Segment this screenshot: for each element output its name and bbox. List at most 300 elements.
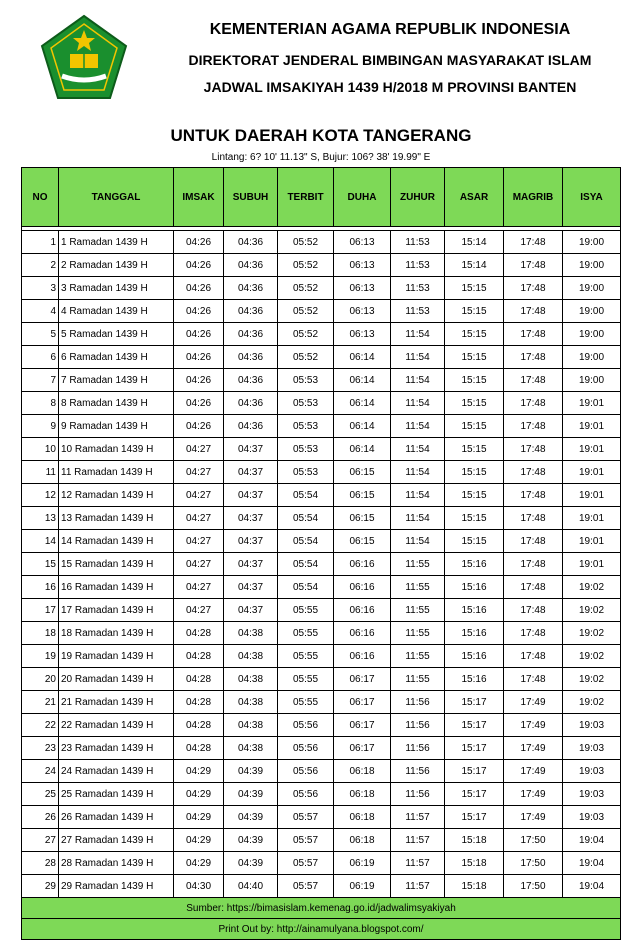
table-row [22, 553, 621, 576]
cell-terbit: 05:56 [278, 760, 334, 783]
cell-no: 18 [22, 622, 59, 645]
cell-zuhur: 11:53 [391, 231, 445, 254]
column-header-magrib: MAGRIB [504, 168, 563, 227]
cell-duha: 06:13 [334, 323, 391, 346]
cell-asar: 15:15 [445, 392, 504, 415]
cell-no: 28 [22, 852, 59, 875]
cell-terbit: 05:53 [278, 392, 334, 415]
cell-isya: 19:02 [563, 668, 621, 691]
cell-tanggal: 1 Ramadan 1439 H [59, 231, 174, 254]
cell-no: 22 [22, 714, 59, 737]
cell-terbit: 05:52 [278, 277, 334, 300]
cell-tanggal: 26 Ramadan 1439 H [59, 806, 174, 829]
cell-subuh: 04:37 [224, 461, 278, 484]
cell-terbit: 05:57 [278, 852, 334, 875]
cell-tanggal: 21 Ramadan 1439 H [59, 691, 174, 714]
column-header-tanggal: TANGGAL [59, 168, 174, 227]
cell-imsak: 04:27 [174, 599, 224, 622]
cell-zuhur: 11:53 [391, 300, 445, 323]
cell-imsak: 04:26 [174, 415, 224, 438]
column-header-asar: ASAR [445, 168, 504, 227]
cell-duha: 06:16 [334, 645, 391, 668]
cell-zuhur: 11:53 [391, 254, 445, 277]
cell-asar: 15:15 [445, 300, 504, 323]
cell-isya: 19:00 [563, 346, 621, 369]
cell-zuhur: 11:56 [391, 691, 445, 714]
cell-isya: 19:02 [563, 622, 621, 645]
column-header-duha: DUHA [334, 168, 391, 227]
table-row [22, 714, 621, 737]
cell-subuh: 04:40 [224, 875, 278, 898]
cell-subuh: 04:38 [224, 668, 278, 691]
coordinates: Lintang: 6? 10' 11.13" S, Bujur: 106? 38' 19.99" E [211, 152, 431, 163]
cell-isya: 19:04 [563, 852, 621, 875]
cell-subuh: 04:36 [224, 392, 278, 415]
cell-zuhur: 11:54 [391, 484, 445, 507]
cell-tanggal: 20 Ramadan 1439 H [59, 668, 174, 691]
cell-asar: 15:17 [445, 783, 504, 806]
cell-zuhur: 11:55 [391, 645, 445, 668]
cell-no: 19 [22, 645, 59, 668]
cell-tanggal: 27 Ramadan 1439 H [59, 829, 174, 852]
cell-isya: 19:04 [563, 875, 621, 898]
cell-imsak: 04:30 [174, 875, 224, 898]
cell-tanggal: 19 Ramadan 1439 H [59, 645, 174, 668]
table-row [22, 369, 621, 392]
cell-duha: 06:17 [334, 737, 391, 760]
cell-magrib: 17:48 [504, 622, 563, 645]
table-row [22, 300, 621, 323]
cell-duha: 06:14 [334, 369, 391, 392]
cell-terbit: 05:52 [278, 346, 334, 369]
cell-asar: 15:15 [445, 507, 504, 530]
cell-zuhur: 11:53 [391, 277, 445, 300]
cell-no: 15 [22, 553, 59, 576]
cell-isya: 19:01 [563, 415, 621, 438]
cell-no: 27 [22, 829, 59, 852]
cell-zuhur: 11:54 [391, 323, 445, 346]
table-row [22, 277, 621, 300]
cell-terbit: 05:53 [278, 415, 334, 438]
cell-zuhur: 11:56 [391, 737, 445, 760]
cell-terbit: 05:55 [278, 622, 334, 645]
cell-no: 20 [22, 668, 59, 691]
cell-asar: 15:15 [445, 530, 504, 553]
cell-zuhur: 11:55 [391, 599, 445, 622]
cell-terbit: 05:56 [278, 737, 334, 760]
cell-asar: 15:15 [445, 346, 504, 369]
cell-isya: 19:02 [563, 645, 621, 668]
cell-zuhur: 11:54 [391, 507, 445, 530]
column-header-terbit: TERBIT [278, 168, 334, 227]
table-row [22, 346, 621, 369]
cell-imsak: 04:26 [174, 277, 224, 300]
cell-no: 11 [22, 461, 59, 484]
cell-magrib: 17:48 [504, 530, 563, 553]
cell-tanggal: 11 Ramadan 1439 H [59, 461, 174, 484]
column-header-no: NO [22, 168, 59, 227]
cell-asar: 15:16 [445, 599, 504, 622]
cell-no: 23 [22, 737, 59, 760]
cell-zuhur: 11:54 [391, 415, 445, 438]
cell-duha: 06:14 [334, 415, 391, 438]
cell-terbit: 05:57 [278, 829, 334, 852]
cell-zuhur: 11:56 [391, 760, 445, 783]
cell-no: 10 [22, 438, 59, 461]
cell-terbit: 05:54 [278, 553, 334, 576]
column-header-isya: ISYA [563, 168, 621, 227]
cell-asar: 15:15 [445, 323, 504, 346]
cell-terbit: 05:55 [278, 599, 334, 622]
cell-tanggal: 15 Ramadan 1439 H [59, 553, 174, 576]
cell-no: 9 [22, 415, 59, 438]
cell-imsak: 04:29 [174, 806, 224, 829]
table-row [22, 783, 621, 806]
cell-no: 8 [22, 392, 59, 415]
table-row [22, 875, 621, 898]
cell-zuhur: 11:57 [391, 806, 445, 829]
cell-magrib: 17:48 [504, 300, 563, 323]
cell-duha: 06:17 [334, 691, 391, 714]
cell-isya: 19:01 [563, 392, 621, 415]
cell-duha: 06:14 [334, 438, 391, 461]
cell-isya: 19:02 [563, 691, 621, 714]
cell-isya: 19:00 [563, 254, 621, 277]
cell-tanggal: 25 Ramadan 1439 H [59, 783, 174, 806]
kemenag-logo [40, 14, 128, 100]
cell-zuhur: 11:57 [391, 852, 445, 875]
cell-zuhur: 11:57 [391, 829, 445, 852]
cell-subuh: 04:36 [224, 323, 278, 346]
cell-terbit: 05:53 [278, 369, 334, 392]
cell-terbit: 05:55 [278, 645, 334, 668]
cell-duha: 06:17 [334, 668, 391, 691]
cell-terbit: 05:56 [278, 714, 334, 737]
cell-zuhur: 11:55 [391, 622, 445, 645]
cell-isya: 19:01 [563, 438, 621, 461]
table-header-row [22, 168, 621, 227]
cell-subuh: 04:37 [224, 576, 278, 599]
cell-tanggal: 12 Ramadan 1439 H [59, 484, 174, 507]
cell-terbit: 05:52 [278, 254, 334, 277]
cell-tanggal: 10 Ramadan 1439 H [59, 438, 174, 461]
cell-terbit: 05:52 [278, 300, 334, 323]
cell-magrib: 17:50 [504, 829, 563, 852]
cell-terbit: 05:56 [278, 783, 334, 806]
table-row [22, 507, 621, 530]
cell-magrib: 17:48 [504, 599, 563, 622]
cell-duha: 06:18 [334, 760, 391, 783]
cell-asar: 15:16 [445, 553, 504, 576]
cell-magrib: 17:48 [504, 484, 563, 507]
cell-magrib: 17:48 [504, 415, 563, 438]
table-row [22, 461, 621, 484]
cell-no: 3 [22, 277, 59, 300]
cell-isya: 19:03 [563, 783, 621, 806]
cell-tanggal: 3 Ramadan 1439 H [59, 277, 174, 300]
table-row [22, 760, 621, 783]
cell-duha: 06:15 [334, 507, 391, 530]
cell-magrib: 17:48 [504, 553, 563, 576]
ministry-title: KEMENTERIAN AGAMA REPUBLIK INDONESIA [209, 21, 571, 38]
table-row [22, 737, 621, 760]
cell-duha: 06:15 [334, 530, 391, 553]
cell-magrib: 17:48 [504, 346, 563, 369]
cell-isya: 19:01 [563, 461, 621, 484]
cell-imsak: 04:26 [174, 254, 224, 277]
cell-subuh: 04:37 [224, 530, 278, 553]
cell-duha: 06:15 [334, 461, 391, 484]
cell-tanggal: 5 Ramadan 1439 H [59, 323, 174, 346]
cell-asar: 15:15 [445, 277, 504, 300]
cell-no: 24 [22, 760, 59, 783]
cell-subuh: 04:38 [224, 645, 278, 668]
cell-isya: 19:03 [563, 737, 621, 760]
cell-duha: 06:16 [334, 576, 391, 599]
cell-asar: 15:15 [445, 484, 504, 507]
cell-duha: 06:19 [334, 875, 391, 898]
cell-zuhur: 11:54 [391, 530, 445, 553]
cell-imsak: 04:27 [174, 507, 224, 530]
cell-subuh: 04:36 [224, 254, 278, 277]
cell-duha: 06:17 [334, 714, 391, 737]
cell-isya: 19:01 [563, 553, 621, 576]
cell-isya: 19:00 [563, 323, 621, 346]
cell-no: 7 [22, 369, 59, 392]
printout-note: Print Out by: http://ainamulyana.blogspot.com/ [22, 919, 621, 940]
cell-imsak: 04:26 [174, 346, 224, 369]
cell-asar: 15:18 [445, 829, 504, 852]
cell-asar: 15:16 [445, 645, 504, 668]
cell-terbit: 05:54 [278, 576, 334, 599]
cell-asar: 15:17 [445, 760, 504, 783]
cell-subuh: 04:36 [224, 369, 278, 392]
cell-tanggal: 8 Ramadan 1439 H [59, 392, 174, 415]
cell-imsak: 04:28 [174, 714, 224, 737]
cell-no: 13 [22, 507, 59, 530]
cell-zuhur: 11:55 [391, 576, 445, 599]
cell-tanggal: 14 Ramadan 1439 H [59, 530, 174, 553]
cell-asar: 15:17 [445, 691, 504, 714]
cell-no: 6 [22, 346, 59, 369]
cell-duha: 06:13 [334, 277, 391, 300]
cell-duha: 06:19 [334, 852, 391, 875]
cell-duha: 06:13 [334, 231, 391, 254]
table-row [22, 323, 621, 346]
cell-no: 17 [22, 599, 59, 622]
cell-imsak: 04:28 [174, 622, 224, 645]
cell-terbit: 05:57 [278, 875, 334, 898]
table-row [22, 392, 621, 415]
cell-duha: 06:13 [334, 300, 391, 323]
cell-tanggal: 9 Ramadan 1439 H [59, 415, 174, 438]
cell-zuhur: 11:54 [391, 346, 445, 369]
cell-duha: 06:14 [334, 392, 391, 415]
cell-terbit: 05:55 [278, 668, 334, 691]
cell-isya: 19:02 [563, 576, 621, 599]
table-row [22, 668, 621, 691]
table-row [22, 829, 621, 852]
cell-asar: 15:17 [445, 737, 504, 760]
cell-imsak: 04:29 [174, 852, 224, 875]
table-row [22, 415, 621, 438]
cell-terbit: 05:53 [278, 461, 334, 484]
cell-isya: 19:00 [563, 300, 621, 323]
table-row [22, 484, 621, 507]
cell-imsak: 04:27 [174, 576, 224, 599]
cell-magrib: 17:48 [504, 668, 563, 691]
cell-no: 2 [22, 254, 59, 277]
cell-imsak: 04:26 [174, 300, 224, 323]
cell-terbit: 05:53 [278, 438, 334, 461]
cell-magrib: 17:50 [504, 875, 563, 898]
directorate-title: DIREKTORAT JENDERAL BIMBINGAN MASYARAKAT ISLAM [188, 52, 592, 68]
cell-magrib: 17:49 [504, 760, 563, 783]
cell-imsak: 04:27 [174, 484, 224, 507]
cell-no: 26 [22, 806, 59, 829]
cell-imsak: 04:26 [174, 369, 224, 392]
cell-isya: 19:01 [563, 484, 621, 507]
cell-imsak: 04:27 [174, 438, 224, 461]
region-title: UNTUK DAERAH KOTA TANGERANG [170, 126, 472, 145]
cell-tanggal: 22 Ramadan 1439 H [59, 714, 174, 737]
cell-subuh: 04:38 [224, 622, 278, 645]
table-row [22, 231, 621, 254]
cell-subuh: 04:37 [224, 599, 278, 622]
cell-subuh: 04:39 [224, 783, 278, 806]
cell-isya: 19:00 [563, 277, 621, 300]
table-row [22, 645, 621, 668]
schedule-table [21, 167, 621, 940]
cell-imsak: 04:26 [174, 231, 224, 254]
cell-terbit: 05:54 [278, 484, 334, 507]
cell-zuhur: 11:56 [391, 714, 445, 737]
cell-zuhur: 11:55 [391, 553, 445, 576]
cell-tanggal: 24 Ramadan 1439 H [59, 760, 174, 783]
cell-no: 1 [22, 231, 59, 254]
cell-no: 14 [22, 530, 59, 553]
cell-asar: 15:18 [445, 852, 504, 875]
cell-no: 16 [22, 576, 59, 599]
column-header-subuh: SUBUH [224, 168, 278, 227]
cell-terbit: 05:55 [278, 691, 334, 714]
cell-magrib: 17:48 [504, 277, 563, 300]
cell-subuh: 04:36 [224, 231, 278, 254]
cell-subuh: 04:37 [224, 507, 278, 530]
cell-subuh: 04:37 [224, 438, 278, 461]
cell-duha: 06:16 [334, 622, 391, 645]
table-row [22, 806, 621, 829]
cell-duha: 06:18 [334, 783, 391, 806]
cell-asar: 15:15 [445, 461, 504, 484]
source-note: Sumber: https://bimasislam.kemenag.go.id/jadwalimsyakiyah [22, 898, 621, 919]
cell-asar: 15:16 [445, 622, 504, 645]
cell-magrib: 17:48 [504, 507, 563, 530]
cell-duha: 06:16 [334, 599, 391, 622]
cell-subuh: 04:39 [224, 852, 278, 875]
cell-asar: 15:16 [445, 668, 504, 691]
cell-imsak: 04:27 [174, 530, 224, 553]
cell-magrib: 17:48 [504, 392, 563, 415]
table-row [22, 576, 621, 599]
cell-imsak: 04:28 [174, 691, 224, 714]
schedule-title: JADWAL IMSAKIYAH 1439 H/2018 M PROVINSI BANTEN [203, 79, 577, 95]
cell-asar: 15:17 [445, 806, 504, 829]
cell-imsak: 04:28 [174, 668, 224, 691]
cell-duha: 06:18 [334, 829, 391, 852]
cell-subuh: 04:36 [224, 346, 278, 369]
cell-tanggal: 16 Ramadan 1439 H [59, 576, 174, 599]
cell-tanggal: 29 Ramadan 1439 H [59, 875, 174, 898]
cell-subuh: 04:37 [224, 484, 278, 507]
cell-no: 4 [22, 300, 59, 323]
cell-isya: 19:01 [563, 507, 621, 530]
cell-isya: 19:04 [563, 829, 621, 852]
cell-isya: 19:02 [563, 599, 621, 622]
table-row [22, 438, 621, 461]
cell-subuh: 04:38 [224, 714, 278, 737]
table-row [22, 691, 621, 714]
cell-terbit: 05:54 [278, 530, 334, 553]
cell-zuhur: 11:54 [391, 461, 445, 484]
cell-magrib: 17:48 [504, 254, 563, 277]
cell-subuh: 04:37 [224, 553, 278, 576]
cell-magrib: 17:49 [504, 806, 563, 829]
cell-no: 21 [22, 691, 59, 714]
cell-imsak: 04:29 [174, 783, 224, 806]
cell-tanggal: 7 Ramadan 1439 H [59, 369, 174, 392]
cell-zuhur: 11:54 [391, 369, 445, 392]
cell-subuh: 04:36 [224, 277, 278, 300]
cell-imsak: 04:27 [174, 461, 224, 484]
cell-asar: 15:15 [445, 415, 504, 438]
cell-magrib: 17:49 [504, 714, 563, 737]
cell-magrib: 17:48 [504, 576, 563, 599]
cell-asar: 15:14 [445, 231, 504, 254]
cell-imsak: 04:27 [174, 553, 224, 576]
cell-isya: 19:00 [563, 369, 621, 392]
cell-subuh: 04:36 [224, 300, 278, 323]
table-row [22, 530, 621, 553]
cell-magrib: 17:50 [504, 852, 563, 875]
table-row [22, 254, 621, 277]
cell-terbit: 05:57 [278, 806, 334, 829]
cell-terbit: 05:52 [278, 231, 334, 254]
cell-zuhur: 11:54 [391, 392, 445, 415]
cell-magrib: 17:48 [504, 461, 563, 484]
cell-tanggal: 23 Ramadan 1439 H [59, 737, 174, 760]
cell-isya: 19:03 [563, 806, 621, 829]
cell-asar: 15:15 [445, 438, 504, 461]
cell-magrib: 17:48 [504, 323, 563, 346]
cell-subuh: 04:36 [224, 415, 278, 438]
cell-isya: 19:00 [563, 231, 621, 254]
cell-magrib: 17:48 [504, 231, 563, 254]
cell-magrib: 17:49 [504, 691, 563, 714]
cell-tanggal: 28 Ramadan 1439 H [59, 852, 174, 875]
table-row [22, 599, 621, 622]
cell-imsak: 04:28 [174, 737, 224, 760]
cell-asar: 15:17 [445, 714, 504, 737]
cell-no: 12 [22, 484, 59, 507]
table-row [22, 852, 621, 875]
cell-subuh: 04:39 [224, 829, 278, 852]
cell-duha: 06:15 [334, 484, 391, 507]
cell-magrib: 17:48 [504, 369, 563, 392]
cell-imsak: 04:29 [174, 829, 224, 852]
cell-imsak: 04:26 [174, 323, 224, 346]
cell-tanggal: 6 Ramadan 1439 H [59, 346, 174, 369]
